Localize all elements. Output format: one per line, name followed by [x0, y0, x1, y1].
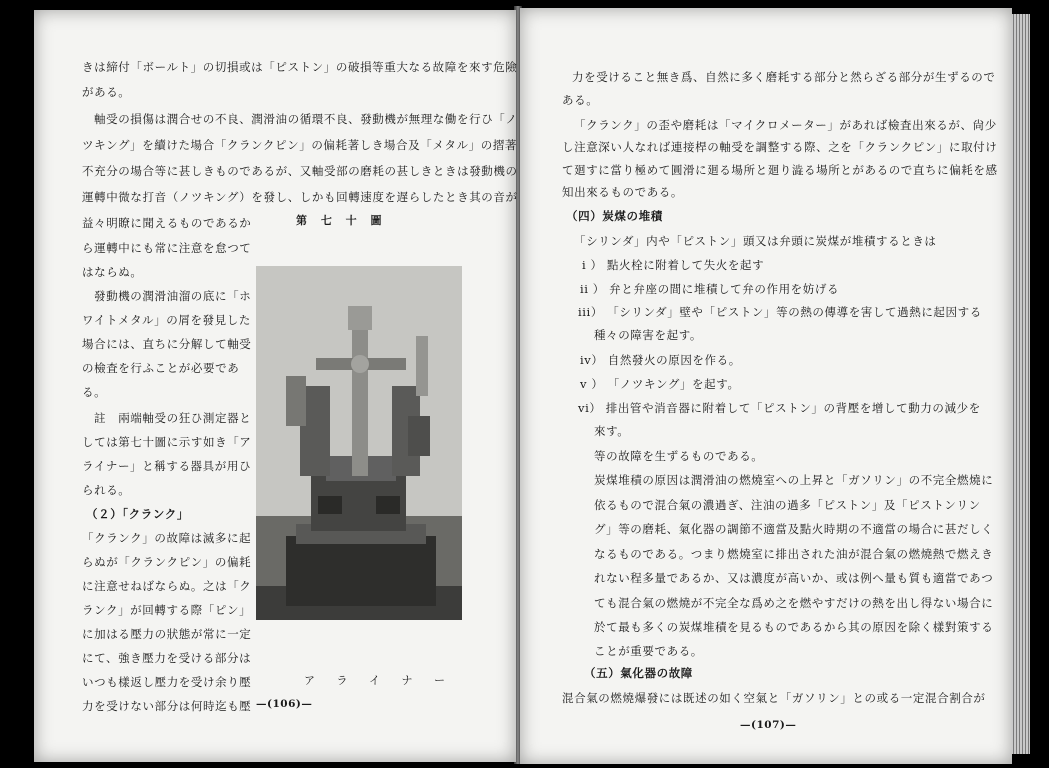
text-line: 依るもので混合氣の濃過ぎ、注油の過多「ピストン」及「ピストンリン	[594, 498, 981, 512]
text-line: 於て最も多くの炭煤堆積を見るものであるから其の原因を除く樣對策する	[594, 620, 994, 634]
list-item-continued: 種々の障害を起す。	[594, 328, 702, 342]
text-line: 運轉中微な打音（ノツキング）を發し、しかも回轉速度を遅らしたとき其の音が	[82, 190, 518, 204]
aligner-photo	[256, 266, 462, 620]
list-item: iv） 自然發火の原因を作る。	[580, 353, 741, 367]
text-line: 力を受けること無き爲、自然に多く磨耗する部分と然らざる部分が生ずるので	[572, 70, 996, 84]
section-heading: （２）「クランク」	[86, 507, 189, 521]
text-line: 「クランク」の故障は滅多に起	[82, 531, 252, 545]
text-line: 註 兩端軸受の狂ひ測定器と	[94, 411, 252, 425]
text-line: 益々明瞭に聞えるものであるか	[82, 216, 252, 230]
list-item: iii） 「シリンダ」壁や「ピストン」等の熱の傳導を害して過熱に起因する	[578, 305, 982, 319]
section-heading: （四）炭煤の堆積	[566, 209, 663, 223]
text-line: に注意せねばならぬ。之は「ク	[82, 579, 252, 593]
left-page	[34, 10, 516, 762]
text-line: ある。	[562, 93, 599, 107]
text-line: 「シリンダ」内や「ピストン」頭又は弁頭に炭煤が堆積するときは	[574, 234, 937, 248]
text-line: はならぬ。	[82, 265, 143, 279]
text-line: ても混合氣の燃燒が不完全な爲め之を燃やすだけの熱を出し得ない場合に	[594, 596, 994, 610]
text-line: きは締付「ボールト」の切損或は「ピストン」の破損等重大なる故障を來す危險	[82, 60, 518, 74]
right-page	[520, 8, 1012, 764]
text-line: なるものである。つまり燃燒室に排出された油が混合氣の燃燒熱で燃えき	[594, 547, 994, 561]
list-item: i ） 點火栓に附着して失火を起す	[582, 258, 765, 272]
text-line: られる。	[82, 483, 131, 497]
text-line: 不充分の場合等に甚しきものであるが、又軸受部の磨耗の甚しきときは發動機の	[82, 164, 518, 178]
text-line: に加はる壓力の狀態が常に一定	[82, 627, 252, 641]
list-item: v ） 「ノツキング」を起す。	[580, 377, 740, 391]
text-line: 混合氣の燃燒爆發には既述の如く空氣と「ガソリン」との或る一定混合割合が	[562, 691, 986, 705]
list-item: ii ） 弁と弁座の間に堆積して弁の作用を妨げる	[580, 282, 840, 296]
text-line: 場合には、直ちに分解して軸受	[82, 337, 252, 351]
page-number: —(106)—	[256, 698, 313, 710]
text-line: らぬが「クランクピン」の偏耗	[82, 555, 252, 569]
text-line: がある。	[82, 85, 131, 99]
text-line: の檢査を行ふことが必要であ	[82, 361, 240, 375]
text-line: しては第七十圖に示す如き「ア	[82, 435, 252, 449]
text-line: ら運轉中にも常に注意を怠つて	[82, 241, 252, 255]
text-line: て廻すに當り極めて圓滑に廻る場所と廻り澁る場所とがあるので直ちに偏耗を感	[562, 163, 998, 177]
section-heading: （五）氣化器の故障	[584, 666, 693, 680]
text-line: ツキング」を續けた場合「クランクピン」の偏耗著しき場合及「メタル」の摺著	[82, 138, 518, 152]
aligner-apparatus-image	[256, 266, 462, 620]
text-line: 知出來るものである。	[562, 185, 683, 199]
page-number: —(107)—	[740, 719, 797, 731]
text-line: 「クランク」の歪や磨耗は「マイクロメーター」があれば檢査出來るが、尙少	[574, 118, 997, 132]
text-line: ライナー」と稱する器具が用ひ	[82, 459, 252, 473]
figure-caption: ア ラ イ ナ ー	[304, 674, 454, 687]
text-line: いつも樣返し壓力を受け余り壓	[82, 675, 252, 689]
list-item-continued: 來す。	[594, 424, 630, 438]
text-line: ワイトメタル」の屑を發見した	[82, 313, 251, 327]
text-line: 炭煤堆積の原因は潤滑油の燃燒室への上昇と「ガソリン」の不完全燃燒に	[594, 473, 994, 487]
text-line: ことが重要である。	[594, 644, 703, 658]
text-line: 等の故障を生ずるものである。	[594, 449, 764, 463]
figure-title: 第 七 十 圖	[296, 214, 387, 227]
text-line: し注意深い人なれば連接桿の軸受を調整する際、之を「クランクピン」に取付け	[562, 140, 998, 154]
text-line: 軸受の損傷は潤合せの不良、潤滑油の循環不良、發動機が無理な働を行ひ「ノ	[94, 112, 518, 126]
text-line: 發動機の潤滑油溜の底に「ホ	[94, 289, 252, 303]
text-line: 力を受けない部分は何時迄も壓	[82, 699, 252, 713]
list-item: vi） 排出管や消音器に附着して「ピストン」の背壓を增して動力の減少を	[578, 401, 981, 415]
text-line: グ」等の磨耗、氣化器の調節不適當及點火時期の不適當の場合に甚だしく	[594, 522, 994, 536]
text-line: れない程多量であるか、又は濃度が高いか、或は例へ量も質も適當であつ	[594, 571, 994, 585]
text-line: にて、強き壓力を受ける部分は	[82, 651, 252, 665]
text-line: ランク」が回轉する際「ピン」	[82, 603, 252, 617]
text-line: る。	[82, 385, 107, 399]
